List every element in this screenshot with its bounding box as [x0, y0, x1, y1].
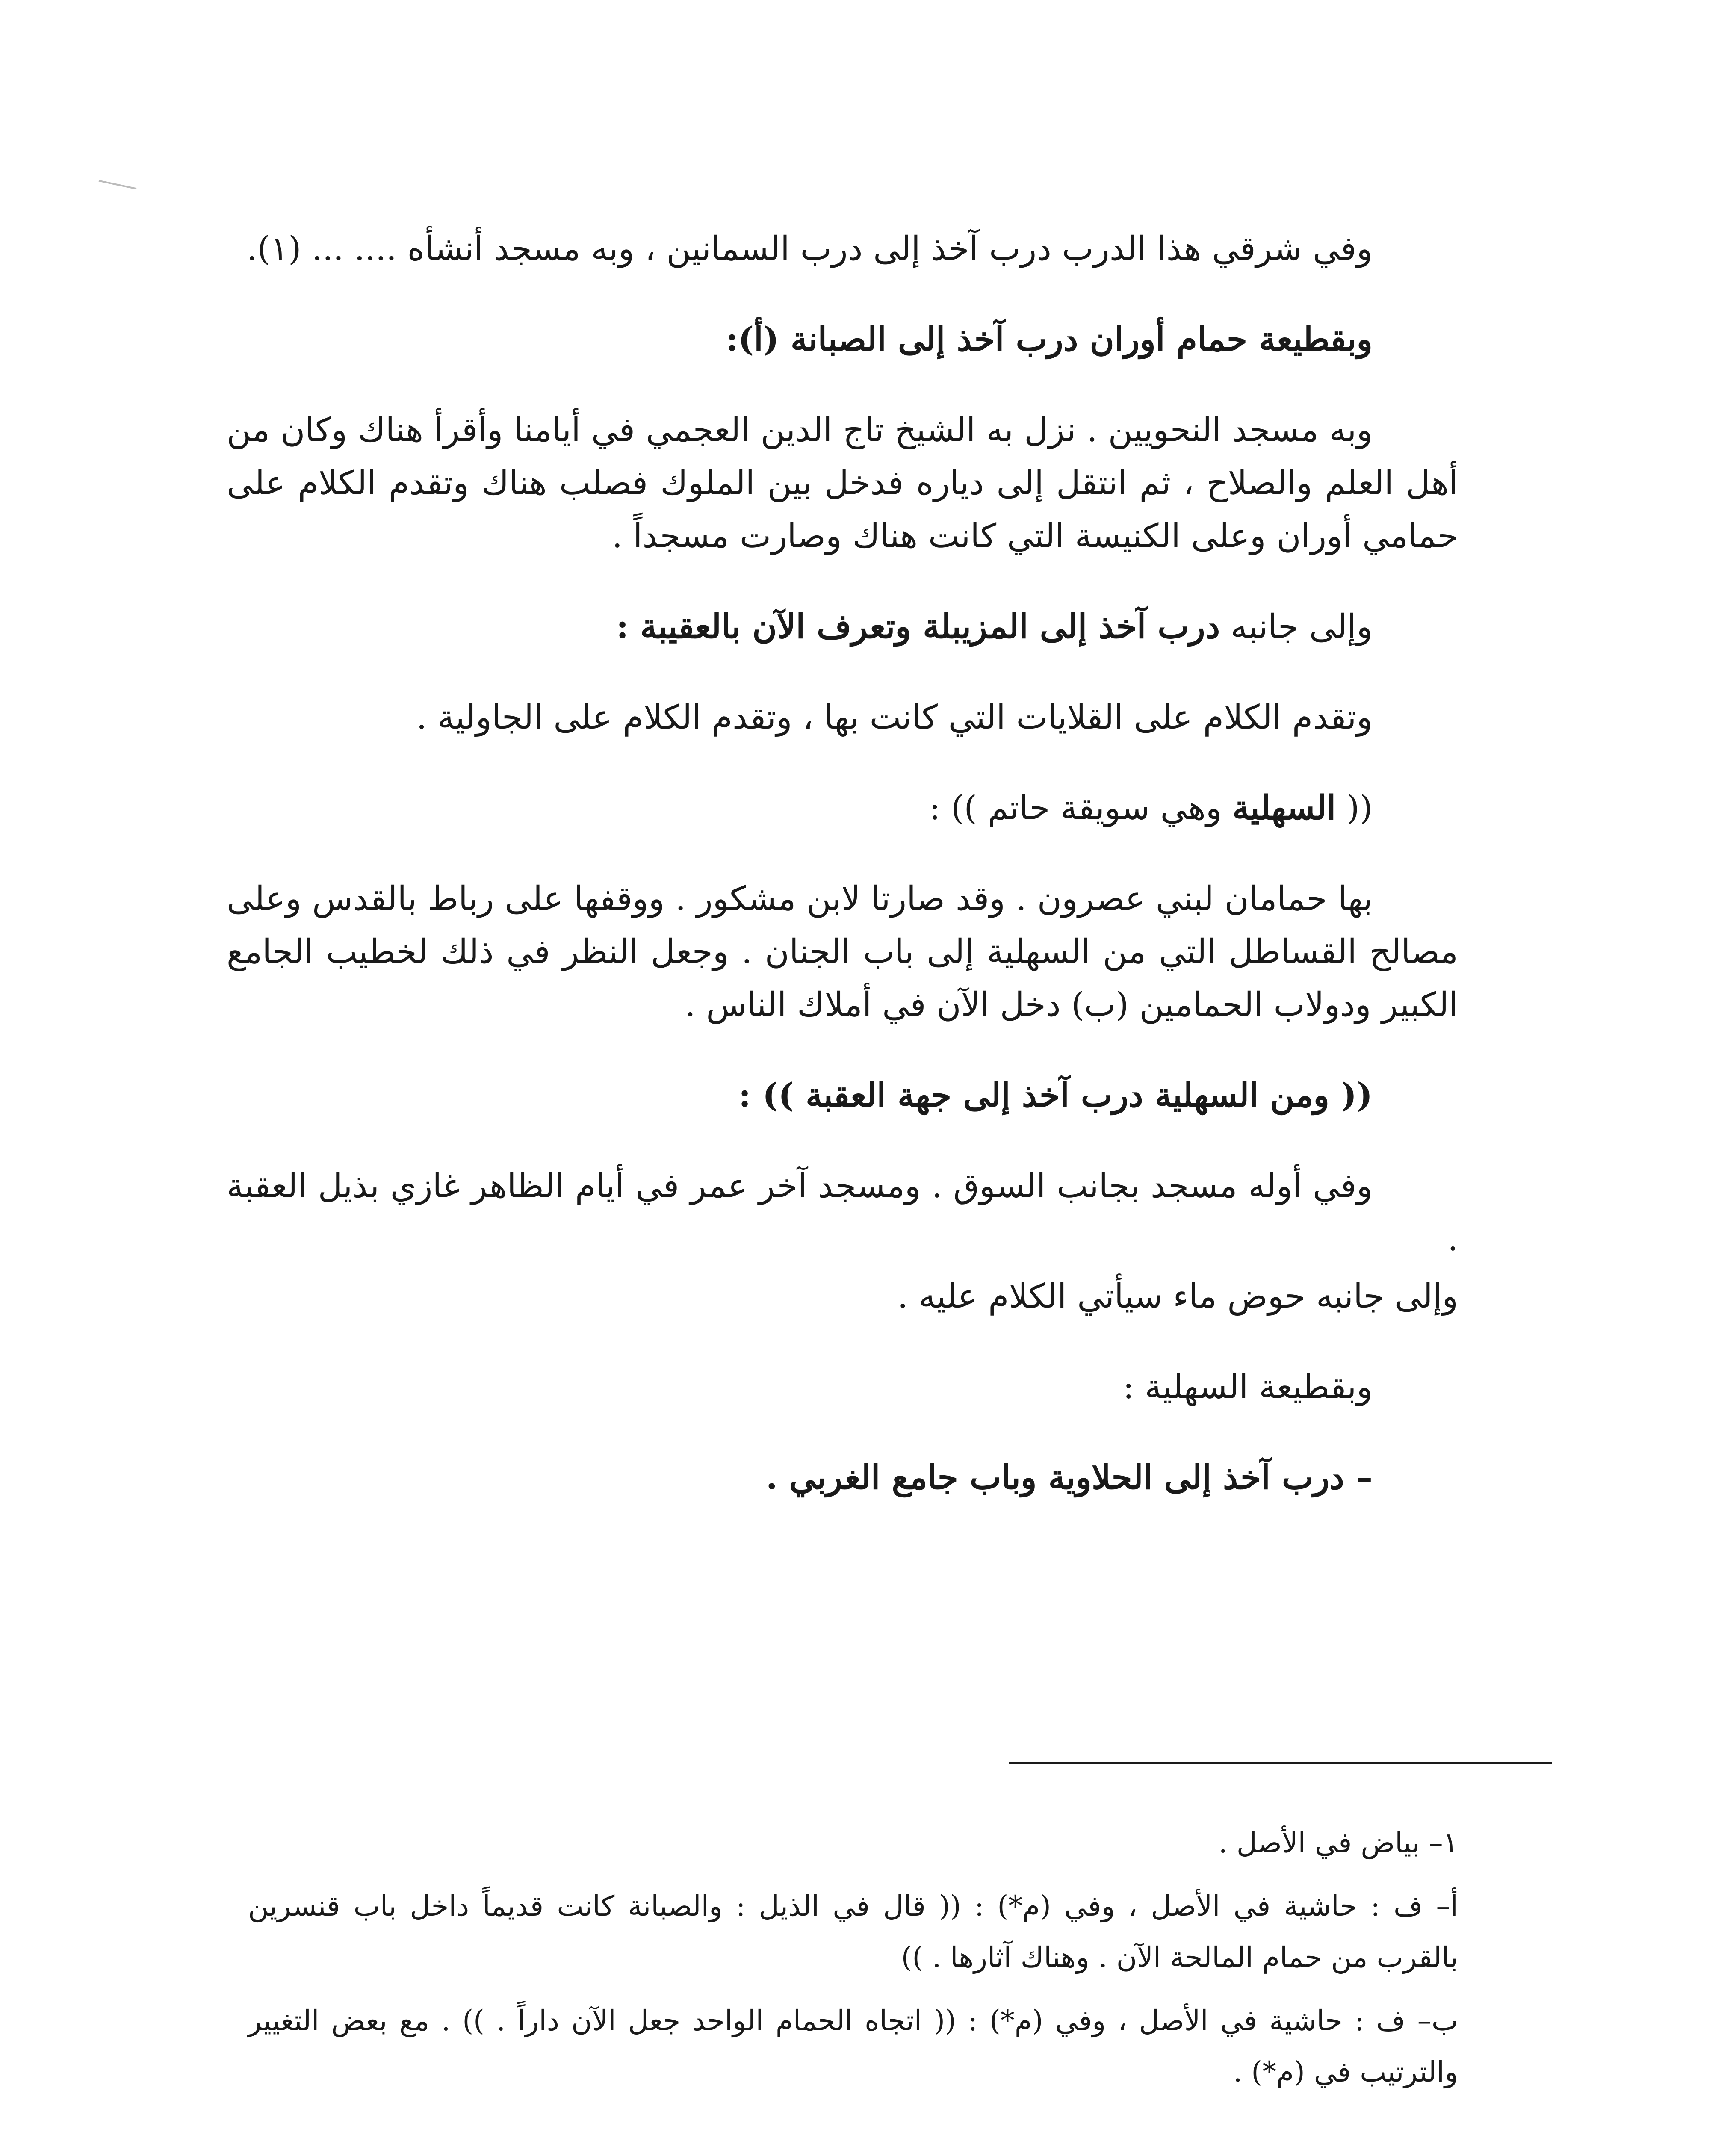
- paragraph-2: وبه مسجد النحويين . نزل به الشيخ تاج الدين العجمي في أيامنا وأقرأ هناك وكان من أهل العلم والصلاح ، ثم انتقل إلى دياره فدخل بين الملوك فصلب هناك وتقدم الكلام على حمامي أوران وعلى الكنيسة التي كانت هناك وصارت مسجداً .: [227, 411, 1458, 555]
- paragraph-9: وبقطيعة السهلية :: [1123, 1368, 1373, 1406]
- scan-speck: [99, 180, 137, 190]
- footnote-b: ب– ف : حاشية في الأصل ، وفي (م*) : (( اتجاه الحمام الواحد جعل الآن داراً . )) . مع بعض التغيير والترتيب في (م*) .: [248, 2004, 1458, 2088]
- footnote-separator: [1009, 1762, 1552, 1764]
- paragraph-3-plain: وإلى جانبه: [1220, 608, 1373, 646]
- paragraph-1: وفي شرقي هذا الدرب درب آخذ إلى درب السمانين ، وبه مسجد أنشأه .... ... (١).: [247, 230, 1373, 268]
- footnote-1: ١– بياض في الأصل .: [1218, 1826, 1458, 1859]
- paragraph-3: [227, 600, 1458, 653]
- footnotes: [248, 1817, 1458, 2110]
- paragraph-5-pre: ((: [1336, 789, 1373, 827]
- footnote-a: أ– ف : حاشية في الأصل ، وفي (م*) : (( قال في الذيل : والصبانة كانت قديماً داخل باب قنسرين بالقرب من حمام المالحة الآن . وهناك آثارها . )): [248, 1890, 1458, 1974]
- paragraph-8: وإلى جانبه حوض ماء سيأتي الكلام عليه .: [898, 1277, 1458, 1316]
- section-heading-3: – درب آخذ إلى الحلاوية وباب جامع الغربي .: [766, 1458, 1373, 1497]
- paragraph-4: وتقدم الكلام على القلايات التي كانت بها ، وتقدم الكلام على الجاولية .: [416, 698, 1373, 737]
- paragraph-3-bold: درب آخذ إلى المزيبلة وتعرف الآن بالعقيبة :: [616, 607, 1220, 646]
- paragraph-5-post: وهي سويقة حاتم )) :: [929, 789, 1233, 827]
- paragraph-5-bold: السهلية: [1232, 788, 1336, 827]
- main-text: [227, 222, 1458, 1542]
- paragraph-6: بها حمامان لبني عصرون . وقد صارتا لابن مشكور . ووقفها على رباط بالقدس وعلى مصالح القساطل التي من السهلية إلى باب الجنان . وجعل النظر في ذلك لخطيب الجامع الكبير ودولاب الحمامين (ب) دخل الآن في أملاك الناس .: [227, 880, 1458, 1024]
- paragraph-5: [227, 782, 1458, 835]
- section-heading-2: (( ومن السهلية درب آخذ إلى جهة العقبة )) :: [738, 1076, 1373, 1115]
- section-heading-1: وبقطيعة حمام أوران درب آخذ إلى الصبانة (أ):: [726, 320, 1373, 359]
- paragraph-7: وفي أوله مسجد بجانب السوق . ومسجد آخر عمر في أيام الظاهر غازي بذيل العقبة .: [227, 1167, 1458, 1258]
